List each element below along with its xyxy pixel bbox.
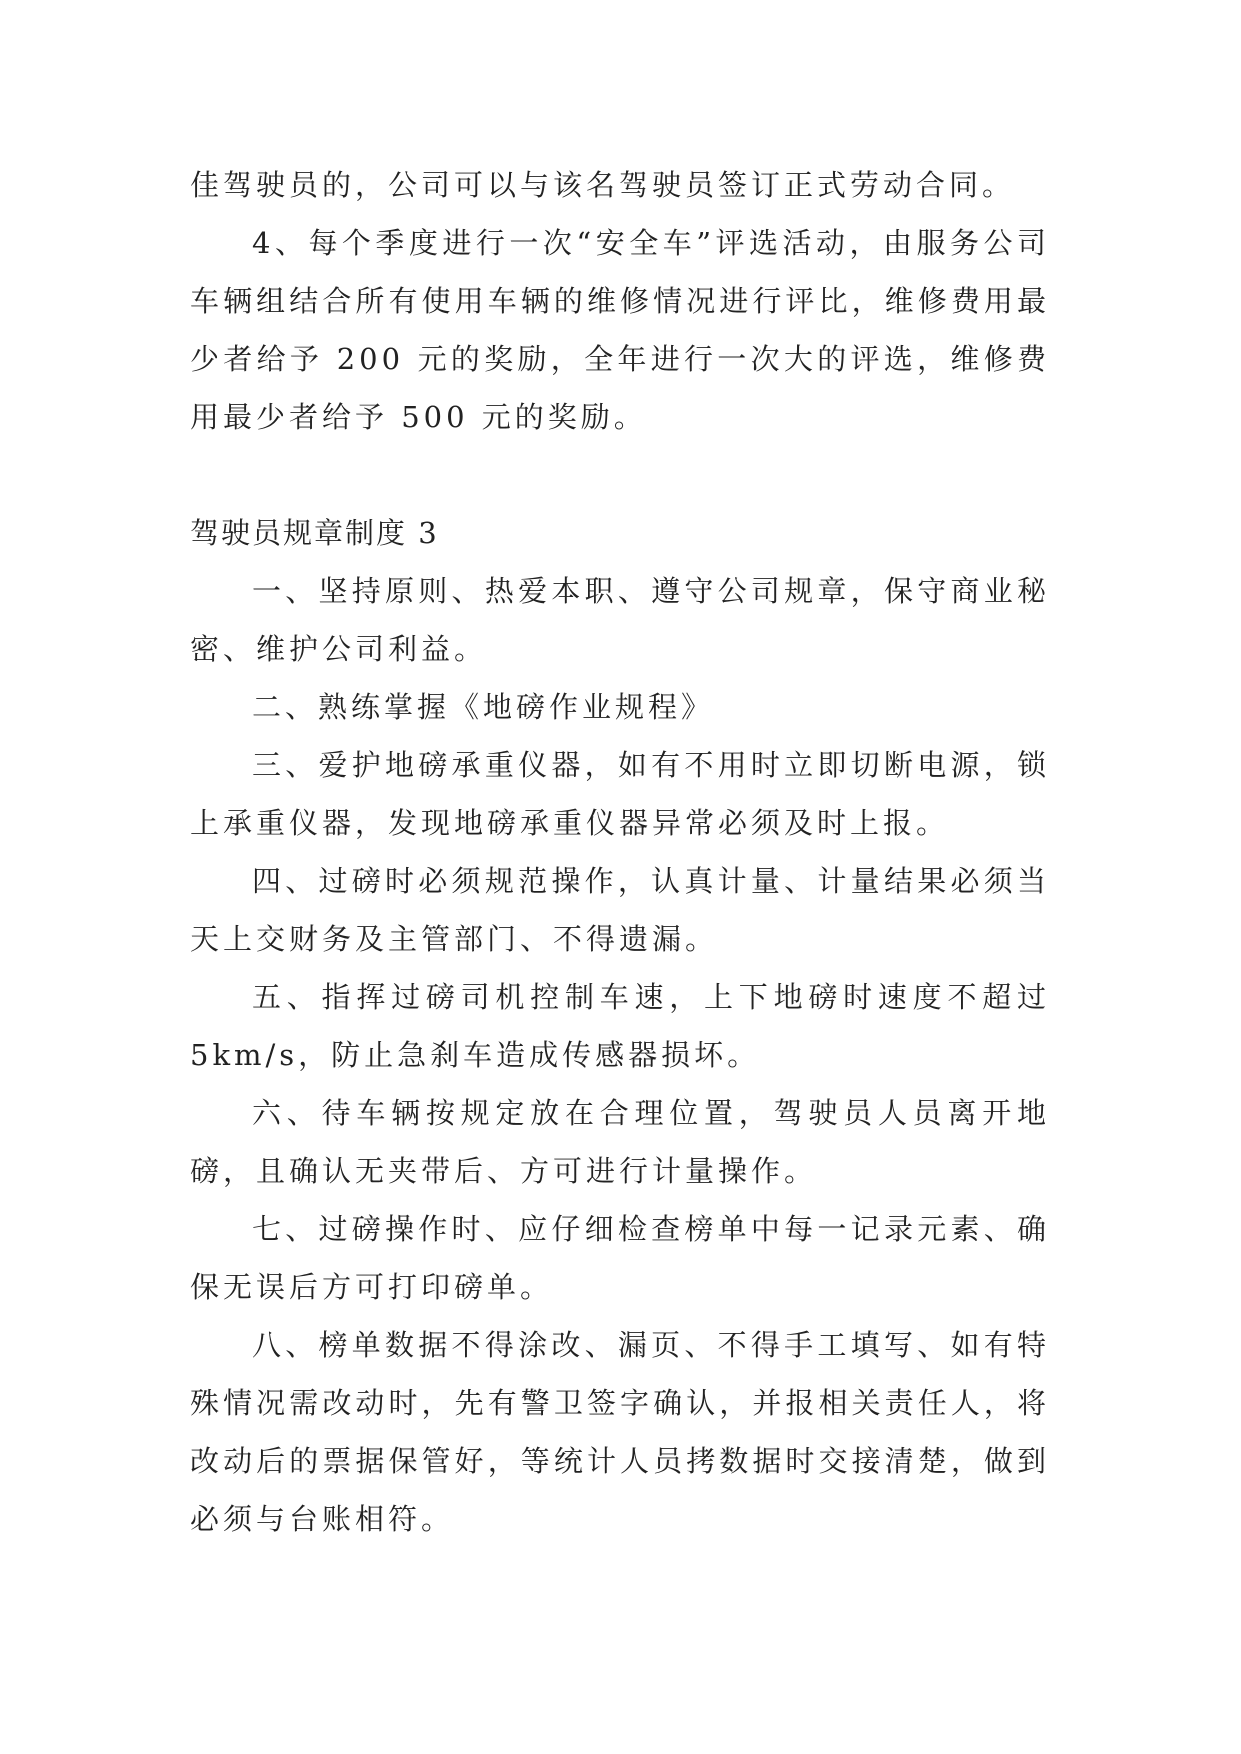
rule-item-1: 一、坚持原则、热爱本职、遵守公司规章，保守商业秘密、维护公司利益。 [190,574,1050,666]
rule-item-5: 五、指挥过磅司机控制车速，上下地磅时速度不超过5km/s，防止急刹车造成传感器损坏。 [190,980,1050,1072]
section-heading: 驾驶员规章制度 3 [190,516,439,550]
paragraph-continuation: 佳驾驶员的，公司可以与该名驾驶员签订正式劳动合同。 [190,168,1016,202]
rule-item-4: 四、过磅时必须规范操作，认真计量、计量结果必须当天上交财务及主管部门、不得遗漏。 [190,864,1050,956]
rule-item-7: 七、过磅操作时、应仔细检查榜单中每一记录元素、确保无误后方可打印磅单。 [190,1212,1050,1304]
rule-item-6: 六、待车辆按规定放在合理位置，驾驶员人员离开地磅，且确认无夹带后、方可进行计量操作。 [190,1096,1050,1188]
rule-item-8: 八、榜单数据不得涂改、漏页、不得手工填写、如有特殊情况需改动时，先有警卫签字确认，并报相关责任人，将改动后的票据保管好，等统计人员拷数据时交接清楚，做到必须与台账相符。 [190,1328,1050,1536]
paragraph-spacer [190,446,1050,504]
rule-item-2: 二、熟练掌握《地磅作业规程》 [252,690,715,724]
document-body [190,156,1050,1548]
paragraph-safety-car-award: 4、每个季度进行一次“安全车”评选活动，由服务公司车辆组结合所有使用车辆的维修情况进行评比，维修费用最少者给予 200 元的奖励，全年进行一次大的评选，维修费用最少者给予 500 元的奖励。 [190,226,1050,434]
rule-item-3: 三、爱护地磅承重仪器，如有不用时立即切断电源，锁上承重仪器，发现地磅承重仪器异常必须及时上报。 [190,748,1050,840]
